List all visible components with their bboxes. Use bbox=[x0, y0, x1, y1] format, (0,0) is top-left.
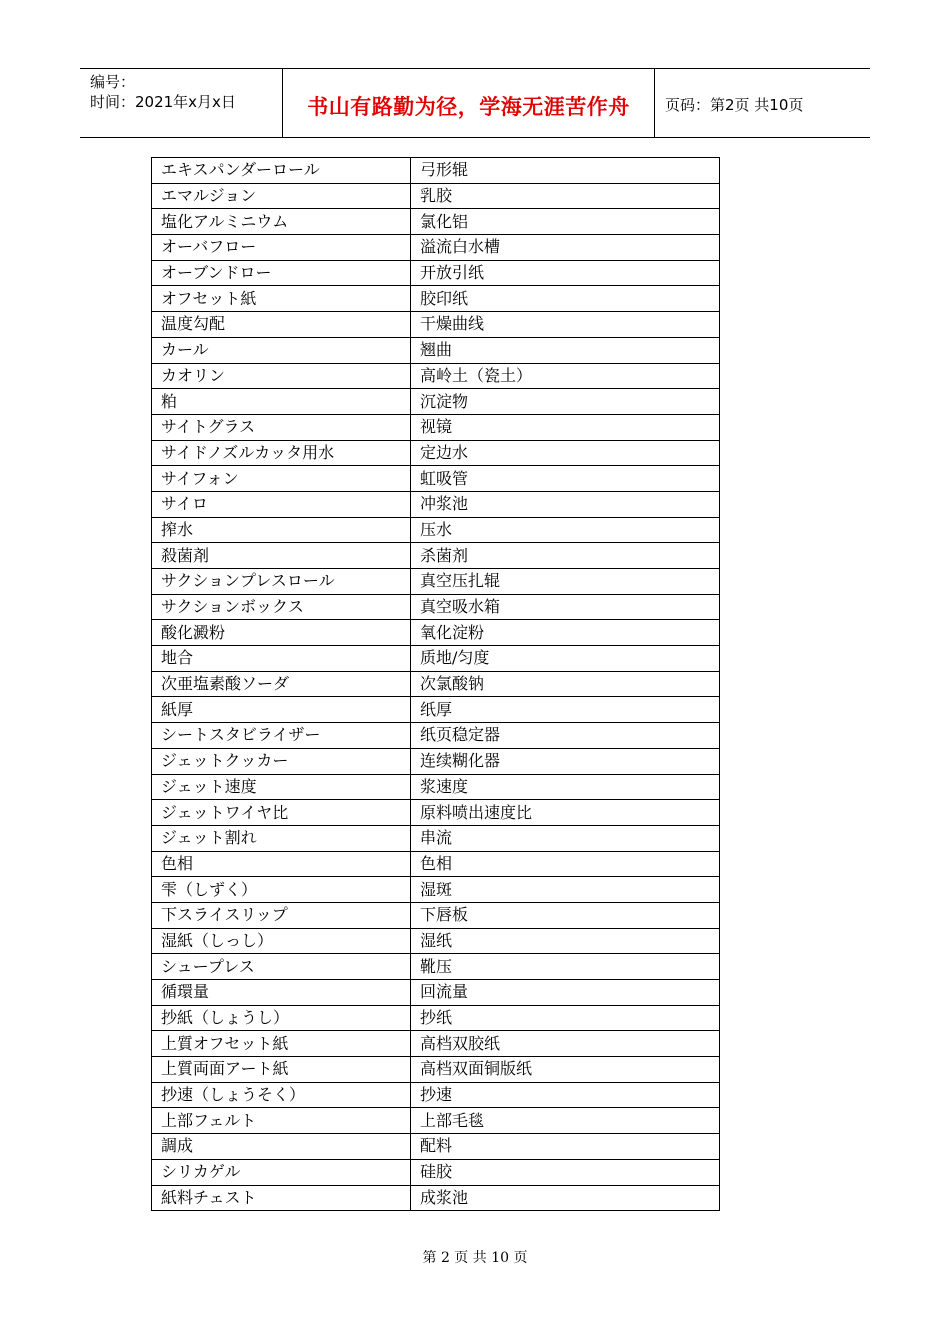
japanese-term-cell: 上質両面アート紙 bbox=[152, 1057, 411, 1083]
table-row bbox=[152, 1057, 720, 1083]
table-row bbox=[152, 337, 720, 363]
chinese-term-cell: 上部毛毯 bbox=[411, 1108, 720, 1134]
japanese-term-cell: 色相 bbox=[152, 851, 411, 877]
table-row bbox=[152, 517, 720, 543]
japanese-term-cell: オフセット紙 bbox=[152, 286, 411, 312]
table-row bbox=[152, 800, 720, 826]
chinese-term-cell: 湿纸 bbox=[411, 928, 720, 954]
table-row bbox=[152, 260, 720, 286]
table-row bbox=[152, 312, 720, 338]
chinese-term-cell: 真空吸水箱 bbox=[411, 594, 720, 620]
table-row bbox=[152, 748, 720, 774]
chinese-term-cell: 乳胶 bbox=[411, 183, 720, 209]
chinese-term-cell: 质地/匀度 bbox=[411, 646, 720, 672]
table-row bbox=[152, 774, 720, 800]
japanese-term-cell: 雫（しずく） bbox=[152, 877, 411, 903]
table-row bbox=[152, 158, 720, 184]
table-row bbox=[152, 286, 720, 312]
japanese-term-cell: 紙厚 bbox=[152, 697, 411, 723]
table-row bbox=[152, 466, 720, 492]
table-row bbox=[152, 646, 720, 672]
japanese-term-cell: 酸化澱粉 bbox=[152, 620, 411, 646]
glossary-table-body bbox=[152, 158, 720, 1211]
table-row bbox=[152, 902, 720, 928]
table-row bbox=[152, 954, 720, 980]
page-header bbox=[80, 68, 870, 138]
chinese-term-cell: 干燥曲线 bbox=[411, 312, 720, 338]
chinese-term-cell: 沉淀物 bbox=[411, 389, 720, 415]
header-motto-cell bbox=[283, 69, 655, 137]
japanese-term-cell: カオリン bbox=[152, 363, 411, 389]
table-row bbox=[152, 363, 720, 389]
japanese-term-cell: 下スライスリップ bbox=[152, 902, 411, 928]
japanese-term-cell: エマルジョン bbox=[152, 183, 411, 209]
table-row bbox=[152, 414, 720, 440]
table-row bbox=[152, 825, 720, 851]
japanese-term-cell: ジェットワイヤ比 bbox=[152, 800, 411, 826]
chinese-term-cell: 视镜 bbox=[411, 414, 720, 440]
japanese-term-cell: シートスタビライザー bbox=[152, 723, 411, 749]
japanese-term-cell: サイロ bbox=[152, 491, 411, 517]
header-motto: 书山有路勤为径，学海无涯苦作舟 bbox=[307, 95, 630, 119]
chinese-term-cell: 压水 bbox=[411, 517, 720, 543]
chinese-term-cell: 开放引纸 bbox=[411, 260, 720, 286]
table-row bbox=[152, 620, 720, 646]
japanese-term-cell: 粕 bbox=[152, 389, 411, 415]
chinese-term-cell: 配料 bbox=[411, 1134, 720, 1160]
chinese-term-cell: 抄速 bbox=[411, 1082, 720, 1108]
japanese-term-cell: サイフォン bbox=[152, 466, 411, 492]
header-page-cell bbox=[655, 69, 870, 137]
chinese-term-cell: 纸页稳定器 bbox=[411, 723, 720, 749]
chinese-term-cell: 虹吸管 bbox=[411, 466, 720, 492]
chinese-term-cell: 溢流白水槽 bbox=[411, 235, 720, 261]
chinese-term-cell: 硅胶 bbox=[411, 1159, 720, 1185]
table-row bbox=[152, 851, 720, 877]
table-row bbox=[152, 543, 720, 569]
japanese-term-cell: ジェット速度 bbox=[152, 774, 411, 800]
japanese-term-cell: 次亜塩素酸ソーダ bbox=[152, 671, 411, 697]
chinese-term-cell: 高岭土（瓷土） bbox=[411, 363, 720, 389]
table-row bbox=[152, 440, 720, 466]
chinese-term-cell: 杀菌剂 bbox=[411, 543, 720, 569]
document-number-label: 编号： bbox=[90, 73, 136, 91]
table-row bbox=[152, 928, 720, 954]
table-row bbox=[152, 723, 720, 749]
japanese-term-cell: シュープレス bbox=[152, 954, 411, 980]
table-row bbox=[152, 491, 720, 517]
glossary-table bbox=[151, 157, 720, 1211]
japanese-term-cell: サクションボックス bbox=[152, 594, 411, 620]
chinese-term-cell: 定边水 bbox=[411, 440, 720, 466]
japanese-term-cell: ジェット割れ bbox=[152, 825, 411, 851]
chinese-term-cell: 色相 bbox=[411, 851, 720, 877]
japanese-term-cell: 上質オフセット紙 bbox=[152, 1031, 411, 1057]
chinese-term-cell: 回流量 bbox=[411, 980, 720, 1006]
table-row bbox=[152, 671, 720, 697]
table-row bbox=[152, 1185, 720, 1211]
table-row bbox=[152, 1134, 720, 1160]
chinese-term-cell: 抄纸 bbox=[411, 1005, 720, 1031]
chinese-term-cell: 靴压 bbox=[411, 954, 720, 980]
page-footer: 第 2 页 共 10 页 bbox=[422, 1250, 528, 1266]
chinese-term-cell: 胶印纸 bbox=[411, 286, 720, 312]
table-row bbox=[152, 877, 720, 903]
table-row bbox=[152, 1005, 720, 1031]
table-row bbox=[152, 1082, 720, 1108]
japanese-term-cell: オーブンドロー bbox=[152, 260, 411, 286]
japanese-term-cell: 抄紙（しょうし） bbox=[152, 1005, 411, 1031]
chinese-term-cell: 冲浆池 bbox=[411, 491, 720, 517]
japanese-term-cell: 湿紙（しっし） bbox=[152, 928, 411, 954]
chinese-term-cell: 成浆池 bbox=[411, 1185, 720, 1211]
japanese-term-cell: サイトグラス bbox=[152, 414, 411, 440]
japanese-term-cell: 調成 bbox=[152, 1134, 411, 1160]
table-row bbox=[152, 389, 720, 415]
japanese-term-cell: ジェットクッカー bbox=[152, 748, 411, 774]
japanese-term-cell: サクションプレスロール bbox=[152, 569, 411, 595]
chinese-term-cell: 连续糊化器 bbox=[411, 748, 720, 774]
chinese-term-cell: 高档双面铜版纸 bbox=[411, 1057, 720, 1083]
table-row bbox=[152, 569, 720, 595]
chinese-term-cell: 次氯酸钠 bbox=[411, 671, 720, 697]
japanese-term-cell: 搾水 bbox=[152, 517, 411, 543]
japanese-term-cell: 塩化アルミニウム bbox=[152, 209, 411, 235]
chinese-term-cell: 翘曲 bbox=[411, 337, 720, 363]
chinese-term-cell: 浆速度 bbox=[411, 774, 720, 800]
chinese-term-cell: 原料喷出速度比 bbox=[411, 800, 720, 826]
japanese-term-cell: 温度勾配 bbox=[152, 312, 411, 338]
chinese-term-cell: 下唇板 bbox=[411, 902, 720, 928]
japanese-term-cell: シリカゲル bbox=[152, 1159, 411, 1185]
table-row bbox=[152, 1031, 720, 1057]
chinese-term-cell: 氧化淀粉 bbox=[411, 620, 720, 646]
chinese-term-cell: 真空压扎辊 bbox=[411, 569, 720, 595]
chinese-term-cell: 高档双胶纸 bbox=[411, 1031, 720, 1057]
header-meta-cell bbox=[80, 69, 283, 137]
chinese-term-cell: 串流 bbox=[411, 825, 720, 851]
japanese-term-cell: 上部フェルト bbox=[152, 1108, 411, 1134]
table-row bbox=[152, 980, 720, 1006]
document-date-label: 时间：2021年x月x日 bbox=[90, 93, 236, 111]
chinese-term-cell: 湿斑 bbox=[411, 877, 720, 903]
japanese-term-cell: サイドノズルカッタ用水 bbox=[152, 440, 411, 466]
chinese-term-cell: 弓形辊 bbox=[411, 158, 720, 184]
japanese-term-cell: 循環量 bbox=[152, 980, 411, 1006]
table-row bbox=[152, 209, 720, 235]
table-row bbox=[152, 235, 720, 261]
japanese-term-cell: 殺菌剤 bbox=[152, 543, 411, 569]
table-row bbox=[152, 1108, 720, 1134]
chinese-term-cell: 纸厚 bbox=[411, 697, 720, 723]
table-row bbox=[152, 183, 720, 209]
japanese-term-cell: 抄速（しょうそく） bbox=[152, 1082, 411, 1108]
chinese-term-cell: 氯化铝 bbox=[411, 209, 720, 235]
japanese-term-cell: エキスパンダーロール bbox=[152, 158, 411, 184]
japanese-term-cell: オーバフロー bbox=[152, 235, 411, 261]
table-row bbox=[152, 1159, 720, 1185]
japanese-term-cell: カール bbox=[152, 337, 411, 363]
japanese-term-cell: 紙料チェスト bbox=[152, 1185, 411, 1211]
header-page-info: 页码：第2页 共10页 bbox=[665, 96, 804, 114]
table-row bbox=[152, 697, 720, 723]
japanese-term-cell: 地合 bbox=[152, 646, 411, 672]
table-row bbox=[152, 594, 720, 620]
